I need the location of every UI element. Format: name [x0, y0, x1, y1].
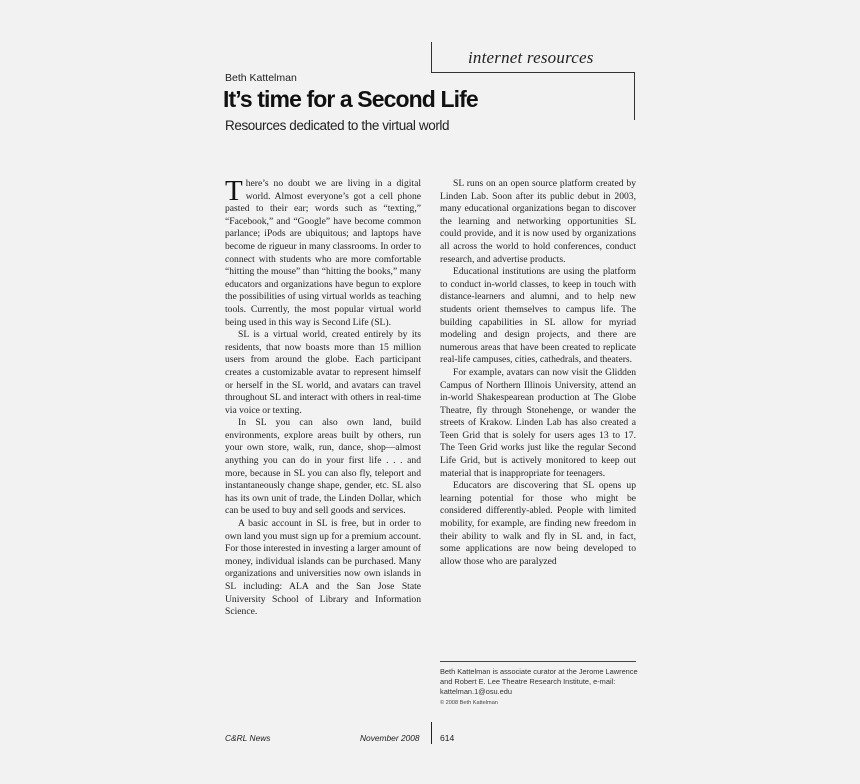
header-frame-right-rule — [634, 72, 635, 120]
header-frame-horizontal-rule — [431, 72, 635, 73]
footer-date: November 2008 — [360, 733, 420, 743]
bio-divider — [440, 661, 636, 662]
right-column — [440, 178, 636, 568]
left-column — [225, 175, 421, 619]
paragraph: For example, avatars can now visit the Glidden Campus of Northern Illinois University, attend an in-world Shakespearean production at The Globe Theatre, fly through Stonehenge, or wander the streets of Krakow. Linden Lab has also created a Teen Grid that is solely for users ages 13 to 17. The Teen Grid works just like the regular Second Life Grid, but is actively monitored to keep out material that is inappropriate for teenagers. — [440, 366, 636, 479]
paragraph: A basic account in SL is free, but in order to own land you must sign up for a premium account. For those interested in investing a larger amount of money, individual islands can be purchased. Many organizations and universities now own islands in SL including: ALA and the San Jose State University School of Library and Information Science. — [225, 518, 421, 618]
paragraph — [225, 175, 421, 329]
footer-divider — [431, 722, 432, 744]
drop-cap: T — [225, 175, 243, 207]
paragraph: Educators are discovering that SL opens up learning potential for those who might be considered differently-abled. People with limited mobility, for example, are finding new freedom in their ability to walk and fly in SL and, in fact, some applications are now being developed to allow those who are paralyzed — [440, 480, 636, 567]
author-bio: Beth Kattelman is associate curator at the Jerome Lawrence and Robert E. Lee Theatre Research Institute, e-mail: kattelman.1@osu.edu — [440, 667, 638, 696]
paragraph: Educational institutions are using the platform to conduct in-world classes, to keep in touch with distance-learners and alumni, and to help new students orient themselves to campus life. The building capabilities in SL allow for myriad modeling and design projects, and there are numerous areas that have been created to replicate real-life campuses, cities, cathedrals, and theaters. — [440, 266, 636, 366]
paragraph-text: here’s no doubt we are living in a digital world. Almost everyone’s got a cell phone pasted to their ear; words such as “texting,” “Facebook,” and “Google” have become common parlance; iPods are ubiquitous; and laptops have become de rigueur in many classrooms. In order to connect with students who are more comfortable “hitting the mouse” than “hitting the books,” many educators and organizations have begun to explore the possibilities of using virtual worlds as teaching tools. Currently, the most popular virtual world being used in this way is Second Life (SL). — [225, 178, 421, 328]
paragraph: SL is a virtual world, created entirely by its residents, that now boasts more than 15 million users from around the globe. Each participant creates a customizable avatar to represent himself or herself in the SL world, and avatars can travel throughout SL and interact with others in real-time via voice or texting. — [225, 329, 421, 416]
article-title: It’s time for a Second Life — [223, 86, 478, 112]
paragraph: In SL you can also own land, build environments, explore areas built by others, run your own store, walk, run, dance, shop—almost anything you can do in your first life . . . and more, because in SL you can also fly, teleport and instantaneously change shape, gender, etc. SL also has its own unit of trade, the Linden Dollar, which can be used to buy and sell goods and services. — [225, 417, 421, 517]
section-label: internet resources — [468, 48, 594, 67]
page-number: 614 — [440, 733, 455, 743]
copyright-notice: © 2008 Beth Kattelman — [440, 700, 498, 706]
author-byline: Beth Kattelman — [225, 72, 297, 84]
article-subtitle: Resources dedicated to the virtual world — [225, 118, 450, 133]
paragraph: SL runs on an open source platform created by Linden Lab. Soon after its public debut in 2003, many educational organizations began to discover the learning and networking opportunities SL could provide, and it is now used by organizations all across the world to hold conferences, conduct research, and advertise products. — [440, 178, 636, 265]
header-frame-vertical-rule — [431, 42, 432, 73]
footer-journal: C&RL News — [225, 733, 271, 743]
